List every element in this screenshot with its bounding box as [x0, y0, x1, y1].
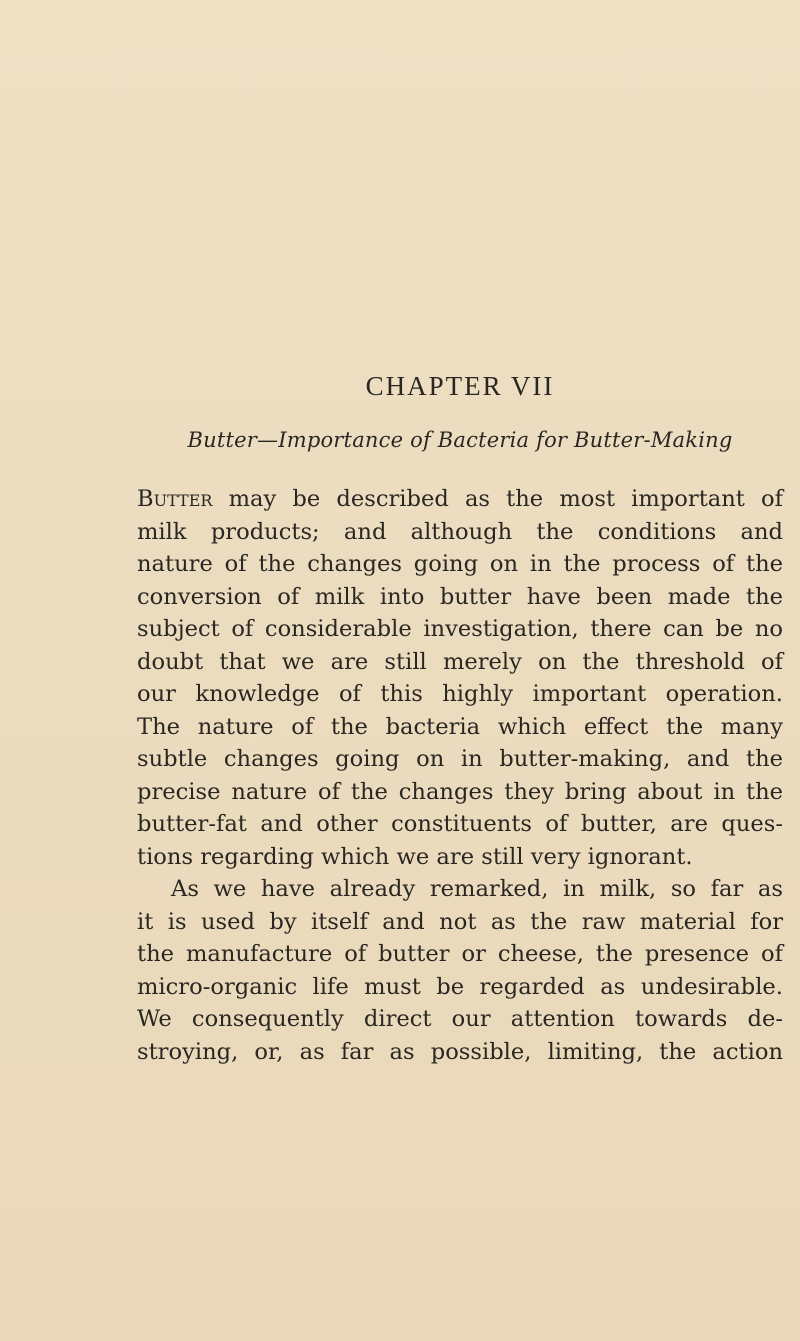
paragraph-line: our knowledge of this highly important operation. [137, 681, 783, 707]
paragraph-line: conversion of milk into butter have been made the [137, 583, 783, 610]
paragraph-line: nature of the changes going on in the process of the [137, 551, 783, 577]
paragraph-line: We consequently direct our attention towards de- [137, 1006, 783, 1032]
paragraph-line: subject of considerable investigation, there can be no [137, 616, 783, 642]
paragraph-line: micro-organic life must be regarded as undesirable. [137, 973, 783, 1000]
paragraph-line: precise nature of the changes they bring about in the [137, 778, 783, 805]
line-text: may be described as the most important of [212, 486, 783, 512]
paragraph-line: The nature of the bacteria which effect the many [137, 713, 783, 740]
body-text [137, 483, 783, 1068]
chapter-subtitle: Butter—Importance of Bacteria for Butter-Making [187, 428, 733, 452]
paragraph-line: doubt that we are still merely on the threshold of [137, 648, 783, 675]
paragraph-line: As we have already remarked, in milk, so far as [171, 876, 783, 902]
paragraph-line: it is used by itself and not as the raw material for [137, 908, 783, 935]
paragraph-line: tions regarding which we are still very ignorant. [137, 843, 693, 870]
paragraph-line [137, 483, 783, 516]
paragraph-line: the manufacture of butter or cheese, the presence of [137, 941, 783, 967]
chapter-heading: CHAPTER VII [365, 371, 555, 401]
lead-word: Butter [137, 486, 213, 512]
paragraph-line: milk products; and although the conditions and [137, 518, 783, 545]
paragraph-line: butter-fat and other constituents of butter, are ques- [137, 811, 783, 837]
paragraph-line: stroying, or, as far as possible, limiting, the action [137, 1038, 783, 1065]
paragraph-line: subtle changes going on in butter-making, and the [137, 746, 783, 772]
